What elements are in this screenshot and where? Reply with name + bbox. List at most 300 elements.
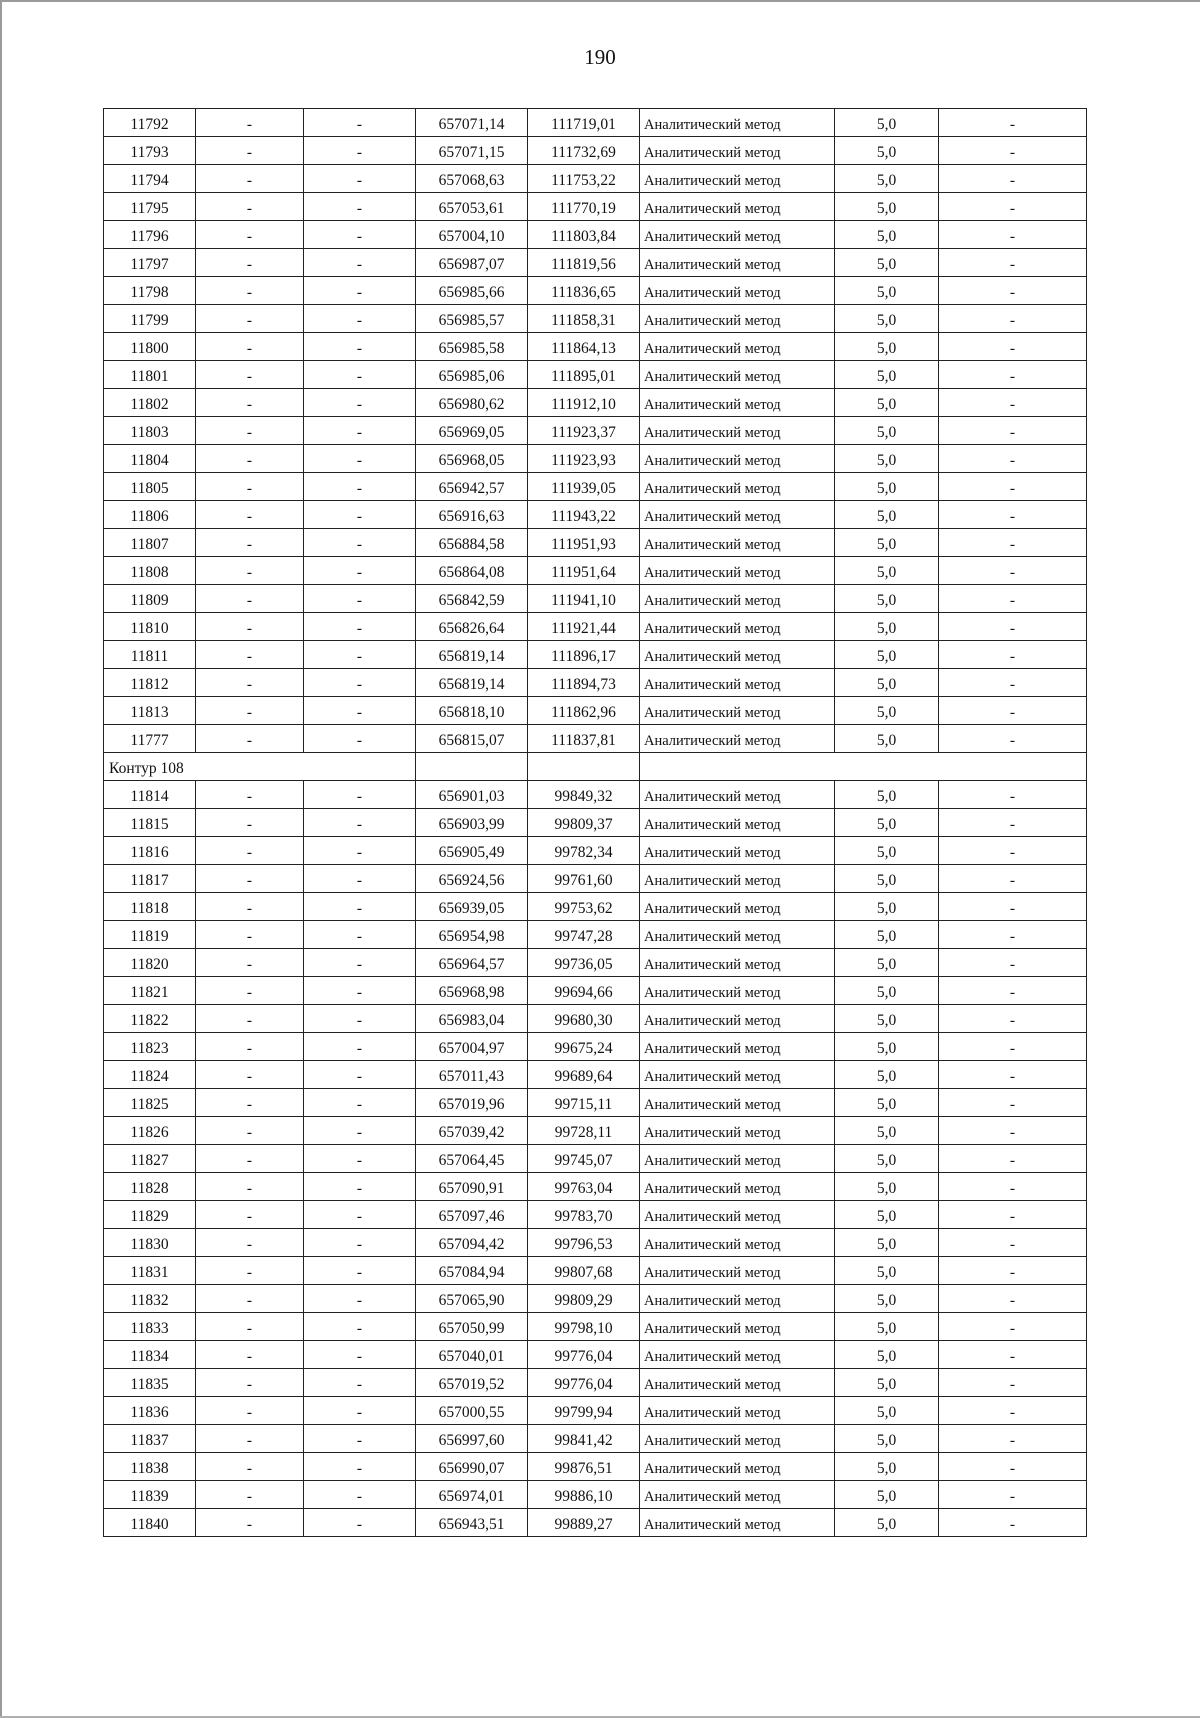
method-cell: Аналитический метод bbox=[640, 1257, 835, 1285]
coordinates-table bbox=[103, 108, 1087, 1537]
x-coordinate-cell: 656954,98 bbox=[416, 921, 528, 949]
table-row bbox=[104, 445, 1087, 473]
col-8-value-cell: - bbox=[939, 557, 1087, 585]
table-row bbox=[104, 1397, 1087, 1425]
accuracy-cell: 5,0 bbox=[835, 977, 939, 1005]
y-coordinate-cell: 99876,51 bbox=[528, 1453, 640, 1481]
accuracy-cell: 5,0 bbox=[835, 837, 939, 865]
method-cell: Аналитический метод bbox=[640, 781, 835, 809]
accuracy-cell: 5,0 bbox=[835, 1313, 939, 1341]
x-coordinate-cell: 656985,66 bbox=[416, 277, 528, 305]
col-8-value-cell: - bbox=[939, 165, 1087, 193]
col-2-value-cell: - bbox=[196, 165, 304, 193]
table-row bbox=[104, 1033, 1087, 1061]
point-number-cell: 11796 bbox=[104, 221, 196, 249]
col-3-value-cell: - bbox=[304, 1061, 416, 1089]
col-3-value-cell: - bbox=[304, 1173, 416, 1201]
accuracy-cell: 5,0 bbox=[835, 1229, 939, 1257]
y-coordinate-cell: 99763,04 bbox=[528, 1173, 640, 1201]
y-coordinate-cell: 111836,65 bbox=[528, 277, 640, 305]
table-row bbox=[104, 1509, 1087, 1537]
accuracy-cell: 5,0 bbox=[835, 1341, 939, 1369]
empty-cell bbox=[416, 753, 528, 781]
col-3-value-cell: - bbox=[304, 1509, 416, 1537]
point-number-cell: 11835 bbox=[104, 1369, 196, 1397]
method-cell: Аналитический метод bbox=[640, 837, 835, 865]
x-coordinate-cell: 656864,08 bbox=[416, 557, 528, 585]
x-coordinate-cell: 656969,05 bbox=[416, 417, 528, 445]
table-row bbox=[104, 809, 1087, 837]
method-cell: Аналитический метод bbox=[640, 249, 835, 277]
col-3-value-cell: - bbox=[304, 1005, 416, 1033]
table-row bbox=[104, 1173, 1087, 1201]
method-cell: Аналитический метод bbox=[640, 1089, 835, 1117]
y-coordinate-cell: 111912,10 bbox=[528, 389, 640, 417]
col-2-value-cell: - bbox=[196, 249, 304, 277]
col-8-value-cell: - bbox=[939, 1369, 1087, 1397]
method-cell: Аналитический метод bbox=[640, 1229, 835, 1257]
table-row bbox=[104, 557, 1087, 585]
point-number-cell: 11818 bbox=[104, 893, 196, 921]
col-8-value-cell: - bbox=[939, 305, 1087, 333]
x-coordinate-cell: 656903,99 bbox=[416, 809, 528, 837]
method-cell: Аналитический метод bbox=[640, 1509, 835, 1537]
x-coordinate-cell: 657004,97 bbox=[416, 1033, 528, 1061]
table-row bbox=[104, 249, 1087, 277]
accuracy-cell: 5,0 bbox=[835, 1145, 939, 1173]
col-2-value-cell: - bbox=[196, 1481, 304, 1509]
y-coordinate-cell: 99849,32 bbox=[528, 781, 640, 809]
method-cell: Аналитический метод bbox=[640, 1117, 835, 1145]
col-8-value-cell: - bbox=[939, 473, 1087, 501]
col-3-value-cell: - bbox=[304, 417, 416, 445]
col-8-value-cell: - bbox=[939, 277, 1087, 305]
table-row bbox=[104, 417, 1087, 445]
col-3-value-cell: - bbox=[304, 277, 416, 305]
accuracy-cell: 5,0 bbox=[835, 445, 939, 473]
col-2-value-cell: - bbox=[196, 1173, 304, 1201]
col-2-value-cell: - bbox=[196, 1229, 304, 1257]
col-2-value-cell: - bbox=[196, 529, 304, 557]
y-coordinate-cell: 99798,10 bbox=[528, 1313, 640, 1341]
table-body-after-contour bbox=[104, 781, 1087, 1537]
accuracy-cell: 5,0 bbox=[835, 1509, 939, 1537]
y-coordinate-cell: 99796,53 bbox=[528, 1229, 640, 1257]
col-3-value-cell: - bbox=[304, 865, 416, 893]
col-8-value-cell: - bbox=[939, 1229, 1087, 1257]
method-cell: Аналитический метод bbox=[640, 445, 835, 473]
point-number-cell: 11801 bbox=[104, 361, 196, 389]
col-3-value-cell: - bbox=[304, 613, 416, 641]
col-3-value-cell: - bbox=[304, 165, 416, 193]
method-cell: Аналитический метод bbox=[640, 585, 835, 613]
accuracy-cell: 5,0 bbox=[835, 417, 939, 445]
method-cell: Аналитический метод bbox=[640, 893, 835, 921]
x-coordinate-cell: 657000,55 bbox=[416, 1397, 528, 1425]
point-number-cell: 11840 bbox=[104, 1509, 196, 1537]
empty-cell bbox=[640, 753, 1087, 781]
col-8-value-cell: - bbox=[939, 949, 1087, 977]
col-8-value-cell: - bbox=[939, 1061, 1087, 1089]
col-8-value-cell: - bbox=[939, 445, 1087, 473]
col-2-value-cell: - bbox=[196, 921, 304, 949]
x-coordinate-cell: 657071,14 bbox=[416, 109, 528, 137]
accuracy-cell: 5,0 bbox=[835, 1089, 939, 1117]
y-coordinate-cell: 99689,64 bbox=[528, 1061, 640, 1089]
scan-border-left bbox=[0, 0, 2, 1718]
accuracy-cell: 5,0 bbox=[835, 613, 939, 641]
col-8-value-cell: - bbox=[939, 725, 1087, 753]
contour-header-row bbox=[104, 753, 1087, 781]
col-3-value-cell: - bbox=[304, 725, 416, 753]
col-8-value-cell: - bbox=[939, 1341, 1087, 1369]
accuracy-cell: 5,0 bbox=[835, 1005, 939, 1033]
point-number-cell: 11838 bbox=[104, 1453, 196, 1481]
col-2-value-cell: - bbox=[196, 501, 304, 529]
accuracy-cell: 5,0 bbox=[835, 1369, 939, 1397]
table-row bbox=[104, 1061, 1087, 1089]
y-coordinate-cell: 99799,94 bbox=[528, 1397, 640, 1425]
col-3-value-cell: - bbox=[304, 473, 416, 501]
y-coordinate-cell: 99745,07 bbox=[528, 1145, 640, 1173]
x-coordinate-cell: 656985,58 bbox=[416, 333, 528, 361]
table-row bbox=[104, 1257, 1087, 1285]
point-number-cell: 11826 bbox=[104, 1117, 196, 1145]
y-coordinate-cell: 111923,37 bbox=[528, 417, 640, 445]
col-8-value-cell: - bbox=[939, 1425, 1087, 1453]
x-coordinate-cell: 656916,63 bbox=[416, 501, 528, 529]
point-number-cell: 11815 bbox=[104, 809, 196, 837]
method-cell: Аналитический метод bbox=[640, 1061, 835, 1089]
method-cell: Аналитический метод bbox=[640, 557, 835, 585]
x-coordinate-cell: 656980,62 bbox=[416, 389, 528, 417]
accuracy-cell: 5,0 bbox=[835, 1061, 939, 1089]
method-cell: Аналитический метод bbox=[640, 193, 835, 221]
method-cell: Аналитический метод bbox=[640, 277, 835, 305]
table-row bbox=[104, 1453, 1087, 1481]
point-number-cell: 11804 bbox=[104, 445, 196, 473]
col-8-value-cell: - bbox=[939, 1481, 1087, 1509]
col-8-value-cell: - bbox=[939, 781, 1087, 809]
point-number-cell: 11792 bbox=[104, 109, 196, 137]
y-coordinate-cell: 111803,84 bbox=[528, 221, 640, 249]
x-coordinate-cell: 656819,14 bbox=[416, 669, 528, 697]
y-coordinate-cell: 111819,56 bbox=[528, 249, 640, 277]
col-2-value-cell: - bbox=[196, 333, 304, 361]
col-2-value-cell: - bbox=[196, 305, 304, 333]
y-coordinate-cell: 111864,13 bbox=[528, 333, 640, 361]
method-cell: Аналитический метод bbox=[640, 613, 835, 641]
col-2-value-cell: - bbox=[196, 445, 304, 473]
y-coordinate-cell: 111896,17 bbox=[528, 641, 640, 669]
table-body-before-contour bbox=[104, 109, 1087, 753]
method-cell: Аналитический метод bbox=[640, 921, 835, 949]
col-3-value-cell: - bbox=[304, 529, 416, 557]
method-cell: Аналитический метод bbox=[640, 333, 835, 361]
method-cell: Аналитический метод bbox=[640, 501, 835, 529]
accuracy-cell: 5,0 bbox=[835, 557, 939, 585]
x-coordinate-cell: 656901,03 bbox=[416, 781, 528, 809]
scan-border-top bbox=[0, 0, 1200, 2]
method-cell: Аналитический метод bbox=[640, 725, 835, 753]
col-8-value-cell: - bbox=[939, 1257, 1087, 1285]
col-3-value-cell: - bbox=[304, 1257, 416, 1285]
y-coordinate-cell: 111951,64 bbox=[528, 557, 640, 585]
table-row bbox=[104, 1229, 1087, 1257]
method-cell: Аналитический метод bbox=[640, 529, 835, 557]
y-coordinate-cell: 111941,10 bbox=[528, 585, 640, 613]
accuracy-cell: 5,0 bbox=[835, 277, 939, 305]
accuracy-cell: 5,0 bbox=[835, 109, 939, 137]
x-coordinate-cell: 657019,96 bbox=[416, 1089, 528, 1117]
method-cell: Аналитический метод bbox=[640, 305, 835, 333]
y-coordinate-cell: 111858,31 bbox=[528, 305, 640, 333]
x-coordinate-cell: 656964,57 bbox=[416, 949, 528, 977]
col-8-value-cell: - bbox=[939, 977, 1087, 1005]
x-coordinate-cell: 657097,46 bbox=[416, 1201, 528, 1229]
col-2-value-cell: - bbox=[196, 361, 304, 389]
col-2-value-cell: - bbox=[196, 1369, 304, 1397]
col-2-value-cell: - bbox=[196, 1117, 304, 1145]
table-row bbox=[104, 277, 1087, 305]
col-8-value-cell: - bbox=[939, 221, 1087, 249]
col-3-value-cell: - bbox=[304, 1145, 416, 1173]
accuracy-cell: 5,0 bbox=[835, 1117, 939, 1145]
x-coordinate-cell: 657039,42 bbox=[416, 1117, 528, 1145]
table-row bbox=[104, 1313, 1087, 1341]
point-number-cell: 11836 bbox=[104, 1397, 196, 1425]
x-coordinate-cell: 656884,58 bbox=[416, 529, 528, 557]
col-2-value-cell: - bbox=[196, 809, 304, 837]
col-2-value-cell: - bbox=[196, 1397, 304, 1425]
table-row bbox=[104, 837, 1087, 865]
method-cell: Аналитический метод bbox=[640, 1313, 835, 1341]
method-cell: Аналитический метод bbox=[640, 809, 835, 837]
point-number-cell: 11828 bbox=[104, 1173, 196, 1201]
col-3-value-cell: - bbox=[304, 1313, 416, 1341]
method-cell: Аналитический метод bbox=[640, 473, 835, 501]
col-2-value-cell: - bbox=[196, 1313, 304, 1341]
y-coordinate-cell: 99728,11 bbox=[528, 1117, 640, 1145]
table-row bbox=[104, 865, 1087, 893]
point-number-cell: 11837 bbox=[104, 1425, 196, 1453]
method-cell: Аналитический метод bbox=[640, 1285, 835, 1313]
accuracy-cell: 5,0 bbox=[835, 221, 939, 249]
method-cell: Аналитический метод bbox=[640, 137, 835, 165]
table-row bbox=[104, 781, 1087, 809]
col-3-value-cell: - bbox=[304, 137, 416, 165]
point-number-cell: 11819 bbox=[104, 921, 196, 949]
point-number-cell: 11817 bbox=[104, 865, 196, 893]
method-cell: Аналитический метод bbox=[640, 1453, 835, 1481]
col-3-value-cell: - bbox=[304, 249, 416, 277]
method-cell: Аналитический метод bbox=[640, 1481, 835, 1509]
table-row bbox=[104, 389, 1087, 417]
table-row bbox=[104, 165, 1087, 193]
table-row bbox=[104, 585, 1087, 613]
x-coordinate-cell: 656968,05 bbox=[416, 445, 528, 473]
point-number-cell: 11824 bbox=[104, 1061, 196, 1089]
accuracy-cell: 5,0 bbox=[835, 725, 939, 753]
col-8-value-cell: - bbox=[939, 921, 1087, 949]
y-coordinate-cell: 111951,93 bbox=[528, 529, 640, 557]
col-8-value-cell: - bbox=[939, 1285, 1087, 1313]
y-coordinate-cell: 99747,28 bbox=[528, 921, 640, 949]
method-cell: Аналитический метод bbox=[640, 1145, 835, 1173]
col-2-value-cell: - bbox=[196, 557, 304, 585]
col-3-value-cell: - bbox=[304, 557, 416, 585]
x-coordinate-cell: 656968,98 bbox=[416, 977, 528, 1005]
point-number-cell: 11830 bbox=[104, 1229, 196, 1257]
table-row bbox=[104, 669, 1087, 697]
accuracy-cell: 5,0 bbox=[835, 585, 939, 613]
point-number-cell: 11802 bbox=[104, 389, 196, 417]
accuracy-cell: 5,0 bbox=[835, 333, 939, 361]
col-3-value-cell: - bbox=[304, 1481, 416, 1509]
method-cell: Аналитический метод bbox=[640, 1369, 835, 1397]
x-coordinate-cell: 657019,52 bbox=[416, 1369, 528, 1397]
table-row bbox=[104, 109, 1087, 137]
col-3-value-cell: - bbox=[304, 501, 416, 529]
empty-cell bbox=[528, 753, 640, 781]
x-coordinate-cell: 657065,90 bbox=[416, 1285, 528, 1313]
y-coordinate-cell: 99753,62 bbox=[528, 893, 640, 921]
accuracy-cell: 5,0 bbox=[835, 1453, 939, 1481]
col-8-value-cell: - bbox=[939, 529, 1087, 557]
x-coordinate-cell: 657053,61 bbox=[416, 193, 528, 221]
col-8-value-cell: - bbox=[939, 613, 1087, 641]
col-8-value-cell: - bbox=[939, 137, 1087, 165]
y-coordinate-cell: 99776,04 bbox=[528, 1341, 640, 1369]
point-number-cell: 11813 bbox=[104, 697, 196, 725]
col-8-value-cell: - bbox=[939, 389, 1087, 417]
accuracy-cell: 5,0 bbox=[835, 893, 939, 921]
x-coordinate-cell: 656974,01 bbox=[416, 1481, 528, 1509]
col-8-value-cell: - bbox=[939, 585, 1087, 613]
table-row bbox=[104, 921, 1087, 949]
col-2-value-cell: - bbox=[196, 137, 304, 165]
table-row bbox=[104, 613, 1087, 641]
col-8-value-cell: - bbox=[939, 669, 1087, 697]
accuracy-cell: 5,0 bbox=[835, 1397, 939, 1425]
contour-label: Контур 108 bbox=[104, 753, 416, 781]
x-coordinate-cell: 657094,42 bbox=[416, 1229, 528, 1257]
point-number-cell: 11816 bbox=[104, 837, 196, 865]
col-8-value-cell: - bbox=[939, 1033, 1087, 1061]
table-row bbox=[104, 333, 1087, 361]
accuracy-cell: 5,0 bbox=[835, 501, 939, 529]
point-number-cell: 11829 bbox=[104, 1201, 196, 1229]
col-2-value-cell: - bbox=[196, 1061, 304, 1089]
accuracy-cell: 5,0 bbox=[835, 305, 939, 333]
point-number-cell: 11827 bbox=[104, 1145, 196, 1173]
accuracy-cell: 5,0 bbox=[835, 949, 939, 977]
col-2-value-cell: - bbox=[196, 1033, 304, 1061]
col-2-value-cell: - bbox=[196, 1453, 304, 1481]
point-number-cell: 11798 bbox=[104, 277, 196, 305]
table-row bbox=[104, 361, 1087, 389]
accuracy-cell: 5,0 bbox=[835, 389, 939, 417]
table-row bbox=[104, 1145, 1087, 1173]
y-coordinate-cell: 111862,96 bbox=[528, 697, 640, 725]
point-number-cell: 11803 bbox=[104, 417, 196, 445]
col-8-value-cell: - bbox=[939, 837, 1087, 865]
table-row bbox=[104, 473, 1087, 501]
table-row bbox=[104, 501, 1087, 529]
x-coordinate-cell: 656826,64 bbox=[416, 613, 528, 641]
col-2-value-cell: - bbox=[196, 585, 304, 613]
y-coordinate-cell: 111895,01 bbox=[528, 361, 640, 389]
col-3-value-cell: - bbox=[304, 781, 416, 809]
col-2-value-cell: - bbox=[196, 1145, 304, 1173]
point-number-cell: 11820 bbox=[104, 949, 196, 977]
accuracy-cell: 5,0 bbox=[835, 865, 939, 893]
col-2-value-cell: - bbox=[196, 641, 304, 669]
table-row bbox=[104, 949, 1087, 977]
col-8-value-cell: - bbox=[939, 193, 1087, 221]
x-coordinate-cell: 657090,91 bbox=[416, 1173, 528, 1201]
y-coordinate-cell: 111939,05 bbox=[528, 473, 640, 501]
col-3-value-cell: - bbox=[304, 305, 416, 333]
col-3-value-cell: - bbox=[304, 977, 416, 1005]
accuracy-cell: 5,0 bbox=[835, 697, 939, 725]
x-coordinate-cell: 656985,06 bbox=[416, 361, 528, 389]
accuracy-cell: 5,0 bbox=[835, 473, 939, 501]
y-coordinate-cell: 99841,42 bbox=[528, 1425, 640, 1453]
col-3-value-cell: - bbox=[304, 1229, 416, 1257]
x-coordinate-cell: 656818,10 bbox=[416, 697, 528, 725]
col-3-value-cell: - bbox=[304, 1341, 416, 1369]
col-8-value-cell: - bbox=[939, 1005, 1087, 1033]
y-coordinate-cell: 111894,73 bbox=[528, 669, 640, 697]
col-2-value-cell: - bbox=[196, 893, 304, 921]
col-2-value-cell: - bbox=[196, 417, 304, 445]
col-8-value-cell: - bbox=[939, 893, 1087, 921]
col-2-value-cell: - bbox=[196, 1257, 304, 1285]
col-3-value-cell: - bbox=[304, 333, 416, 361]
x-coordinate-cell: 657004,10 bbox=[416, 221, 528, 249]
y-coordinate-cell: 99783,70 bbox=[528, 1201, 640, 1229]
method-cell: Аналитический метод bbox=[640, 1341, 835, 1369]
col-3-value-cell: - bbox=[304, 1285, 416, 1313]
col-2-value-cell: - bbox=[196, 613, 304, 641]
method-cell: Аналитический метод bbox=[640, 1005, 835, 1033]
x-coordinate-cell: 656983,04 bbox=[416, 1005, 528, 1033]
col-2-value-cell: - bbox=[196, 221, 304, 249]
col-2-value-cell: - bbox=[196, 389, 304, 417]
accuracy-cell: 5,0 bbox=[835, 921, 939, 949]
table-row bbox=[104, 893, 1087, 921]
col-8-value-cell: - bbox=[939, 641, 1087, 669]
method-cell: Аналитический метод bbox=[640, 669, 835, 697]
col-2-value-cell: - bbox=[196, 949, 304, 977]
accuracy-cell: 5,0 bbox=[835, 249, 939, 277]
col-3-value-cell: - bbox=[304, 1453, 416, 1481]
point-number-cell: 11821 bbox=[104, 977, 196, 1005]
x-coordinate-cell: 656939,05 bbox=[416, 893, 528, 921]
point-number-cell: 11810 bbox=[104, 613, 196, 641]
accuracy-cell: 5,0 bbox=[835, 1425, 939, 1453]
point-number-cell: 11794 bbox=[104, 165, 196, 193]
col-3-value-cell: - bbox=[304, 445, 416, 473]
col-2-value-cell: - bbox=[196, 109, 304, 137]
x-coordinate-cell: 657064,45 bbox=[416, 1145, 528, 1173]
col-8-value-cell: - bbox=[939, 333, 1087, 361]
accuracy-cell: 5,0 bbox=[835, 1201, 939, 1229]
accuracy-cell: 5,0 bbox=[835, 1285, 939, 1313]
table-row bbox=[104, 1369, 1087, 1397]
col-2-value-cell: - bbox=[196, 193, 304, 221]
